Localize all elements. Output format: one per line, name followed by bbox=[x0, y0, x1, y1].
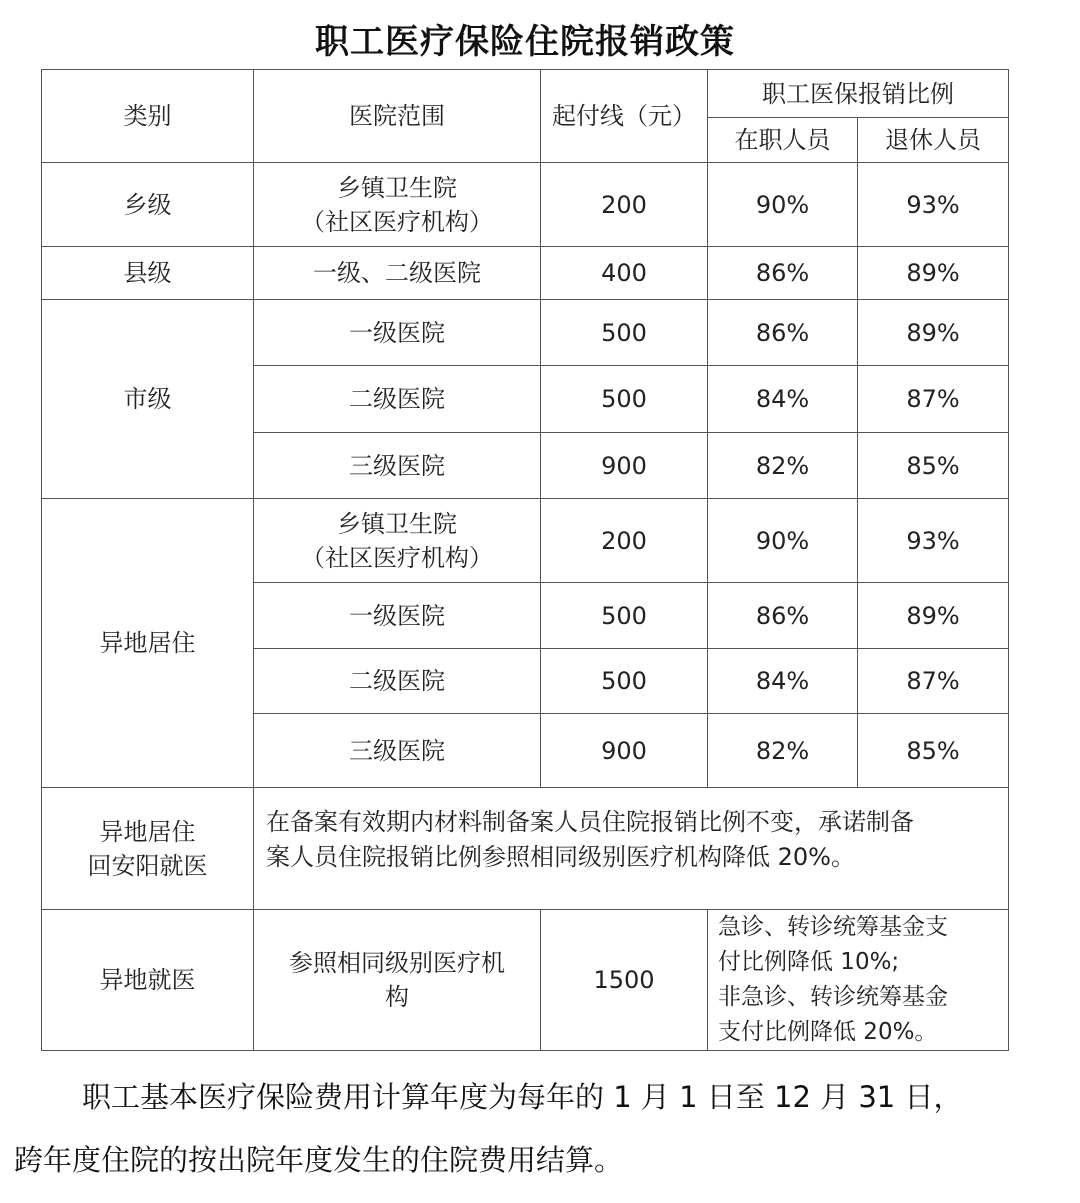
employed-ratio-cell: 90% bbox=[708, 163, 858, 247]
retired-ratio-cell: 93% bbox=[858, 163, 1009, 247]
note-line: 付比例降低 10%; bbox=[718, 949, 900, 975]
employed-ratio-cell: 84% bbox=[708, 649, 858, 714]
hospital-scope-cell: 二级医院 bbox=[254, 366, 541, 433]
header-employed: 在职人员 bbox=[708, 118, 858, 163]
hospital-scope-cell: 一级医院 bbox=[254, 300, 541, 366]
deductible-cell: 900 bbox=[541, 433, 708, 499]
note-line: 急诊、转诊统筹基金支 bbox=[718, 914, 948, 940]
table-row bbox=[42, 247, 1009, 300]
footer-paragraph bbox=[14, 1066, 974, 1192]
retired-ratio-cell: 85% bbox=[858, 433, 1009, 499]
deductible-cell: 400 bbox=[541, 247, 708, 300]
category-cell: 乡级 bbox=[42, 163, 254, 247]
footer-line-1: 职工基本医疗保险费用计算年度为每年的 1 月 1 日至 12 bbox=[82, 1080, 811, 1114]
deductible-cell: 200 bbox=[541, 163, 708, 247]
deductible-cell: 500 bbox=[541, 366, 708, 433]
retired-ratio-cell: 87% bbox=[858, 366, 1009, 433]
retired-ratio-cell: 89% bbox=[858, 300, 1009, 366]
employed-ratio-cell: 86% bbox=[708, 583, 858, 649]
deductible-cell: 500 bbox=[541, 300, 708, 366]
hospital-scope-cell bbox=[254, 910, 541, 1051]
category-line: 异地居住 bbox=[99, 817, 196, 846]
hospital-scope-cell: 二级医院 bbox=[254, 649, 541, 714]
hospital-scope-cell: 一级、二级医院 bbox=[254, 247, 541, 300]
hospital-scope-cell bbox=[254, 499, 541, 583]
header-retired: 退休人员 bbox=[858, 118, 1009, 163]
hospital-scope-cell bbox=[254, 163, 541, 247]
category-line: 回安阳就医 bbox=[87, 851, 208, 880]
hospital-scope-cell: 三级医院 bbox=[254, 714, 541, 788]
policy-note-cell bbox=[254, 788, 1009, 910]
scope-line: 构 bbox=[385, 983, 409, 1011]
employed-ratio-cell: 84% bbox=[708, 366, 858, 433]
hospital-scope-cell: 三级医院 bbox=[254, 433, 541, 499]
note-line: 案人员住院报销比例参照相同级别医疗机构降低 20%。 bbox=[266, 842, 855, 871]
category-cell: 异地就医 bbox=[42, 910, 254, 1051]
header-deductible: 起付线（元） bbox=[541, 70, 708, 163]
employed-ratio-cell: 86% bbox=[708, 247, 858, 300]
table-row-offsite bbox=[42, 910, 1009, 1051]
header-row bbox=[42, 70, 1009, 118]
scope-line: 参照相同级别医疗机 bbox=[289, 949, 505, 977]
table-row bbox=[42, 300, 1009, 366]
retired-ratio-cell: 87% bbox=[858, 649, 1009, 714]
note-line: 非急诊、转诊统筹基金 bbox=[718, 984, 948, 1010]
scope-line: （社区医疗机构） bbox=[301, 543, 493, 572]
retired-ratio-cell: 89% bbox=[858, 583, 1009, 649]
hospital-scope-cell: 一级医院 bbox=[254, 583, 541, 649]
note-line: 支付比例降低 20%。 bbox=[718, 1019, 938, 1045]
note-line: 在备案有效期内材料制备案人员住院报销比例不变，承诺制备 bbox=[266, 807, 914, 836]
deductible-cell: 200 bbox=[541, 499, 708, 583]
scope-line: 乡镇卫生院 bbox=[337, 173, 457, 202]
deductible-cell: 900 bbox=[541, 714, 708, 788]
footer-line-2: 月 31 日，跨年度住院的按出院年度发生的住院费用结算。 bbox=[14, 1080, 963, 1177]
retired-ratio-cell: 85% bbox=[858, 714, 1009, 788]
employed-ratio-cell: 82% bbox=[708, 433, 858, 499]
deductible-cell: 1500 bbox=[541, 910, 708, 1051]
category-cell: 县级 bbox=[42, 247, 254, 300]
deductible-cell: 500 bbox=[541, 583, 708, 649]
header-ratio-group: 职工医保报销比例 bbox=[708, 70, 1009, 118]
header-hospital-scope: 医院范围 bbox=[254, 70, 541, 163]
table-row bbox=[42, 163, 1009, 247]
category-cell: 市级 bbox=[42, 300, 254, 499]
scope-line: （社区医疗机构） bbox=[301, 207, 493, 236]
deductible-cell: 500 bbox=[541, 649, 708, 714]
category-cell bbox=[42, 788, 254, 910]
scope-line: 乡镇卫生院 bbox=[337, 509, 457, 538]
table-row bbox=[42, 499, 1009, 583]
header-category: 类别 bbox=[42, 70, 254, 163]
reimbursement-policy-table bbox=[41, 69, 1009, 1051]
employed-ratio-cell: 82% bbox=[708, 714, 858, 788]
ratio-note-cell bbox=[708, 910, 1009, 1051]
employed-ratio-cell: 86% bbox=[708, 300, 858, 366]
retired-ratio-cell: 93% bbox=[858, 499, 1009, 583]
table-row-return-home bbox=[42, 788, 1009, 910]
page-title: 职工医疗保险住院报销政策 bbox=[315, 22, 735, 62]
employed-ratio-cell: 90% bbox=[708, 499, 858, 583]
category-cell: 异地居住 bbox=[42, 499, 254, 788]
retired-ratio-cell: 89% bbox=[858, 247, 1009, 300]
